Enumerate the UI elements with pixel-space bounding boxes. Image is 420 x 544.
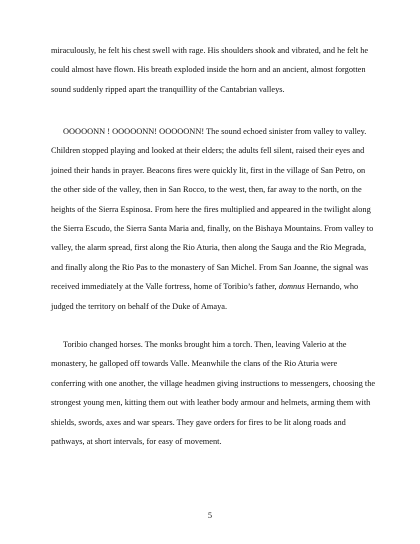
text-line: heights of the Sierra Espinosa. From here the fires multiplied and appeared in the twilight along [51, 204, 371, 214]
text-line: pathways, at short intervals, for easy of movement. [51, 437, 222, 447]
text-line: OOOOONN ! OOOOONN! OOOOONN! The sound echoed sinister from valley to valley. [63, 127, 367, 136]
text-line: Children stopped playing and looked at their elders; the adults fell silent, raised their eyes and [51, 146, 365, 156]
text-line: the other side of the valley, then in San Rocco, to the west, then, far away to the north, on the [51, 185, 362, 195]
text-line: sound suddenly ripped apart the tranquillity of the Cantabrian valleys. [51, 84, 285, 94]
paragraph-2 [51, 122, 381, 316]
text-line: shields, swords, axes and war spears. They gave orders for fires to be lit along roads and [51, 417, 346, 427]
text-line: could almost have flown. His breath exploded inside the horn and an ancient, almost forgotten [51, 65, 366, 75]
text-line: the Sierra Escudo, the Sierra Santa Maria and, finally, on the Bishaya Mountains. From valley to [51, 224, 374, 234]
text-line: miraculously, he felt his chest swell with rage. His shoulders shook and vibrated, and he felt he [51, 46, 369, 55]
paragraph-1 [51, 41, 381, 99]
page-number: 5 [207, 511, 213, 520]
italic-term: domnus [278, 282, 305, 292]
text-line: monastery, he galloped off towards Valle. Meanwhile the clans of the Rio Aturia were [51, 359, 338, 369]
text-segment: received immediately at the Valle fortress, home of Toribio’s father, [51, 282, 279, 292]
text-line: conferring with one another, the village headmen giving instructions to messengers, choosing the [51, 378, 376, 388]
text-line: Toribio changed horses. The monks brought him a torch. Then, leaving Valerio at the [63, 340, 347, 349]
text-line-with-italic [51, 277, 381, 296]
paragraph-3 [51, 335, 381, 451]
text-segment: Hernando, who [304, 282, 359, 292]
text-line: strongest young men, kitting them out with leather body armour and helmets, arming them with [51, 398, 371, 408]
text-line: joined their hands in prayer. Beacons fires were quickly lit, first in the village of San Petro, on [51, 165, 366, 175]
text-line: and finally along the Rio Pas to the monastery of San Michel. From San Joanne, the signal was [51, 262, 369, 272]
text-line: valley, the alarm spread, first along the Rio Aturia, then along the Sauga and the Rio Megrada, [51, 243, 367, 253]
text-line: judged the territory on behalf of the Duke of Amaya. [51, 301, 228, 311]
